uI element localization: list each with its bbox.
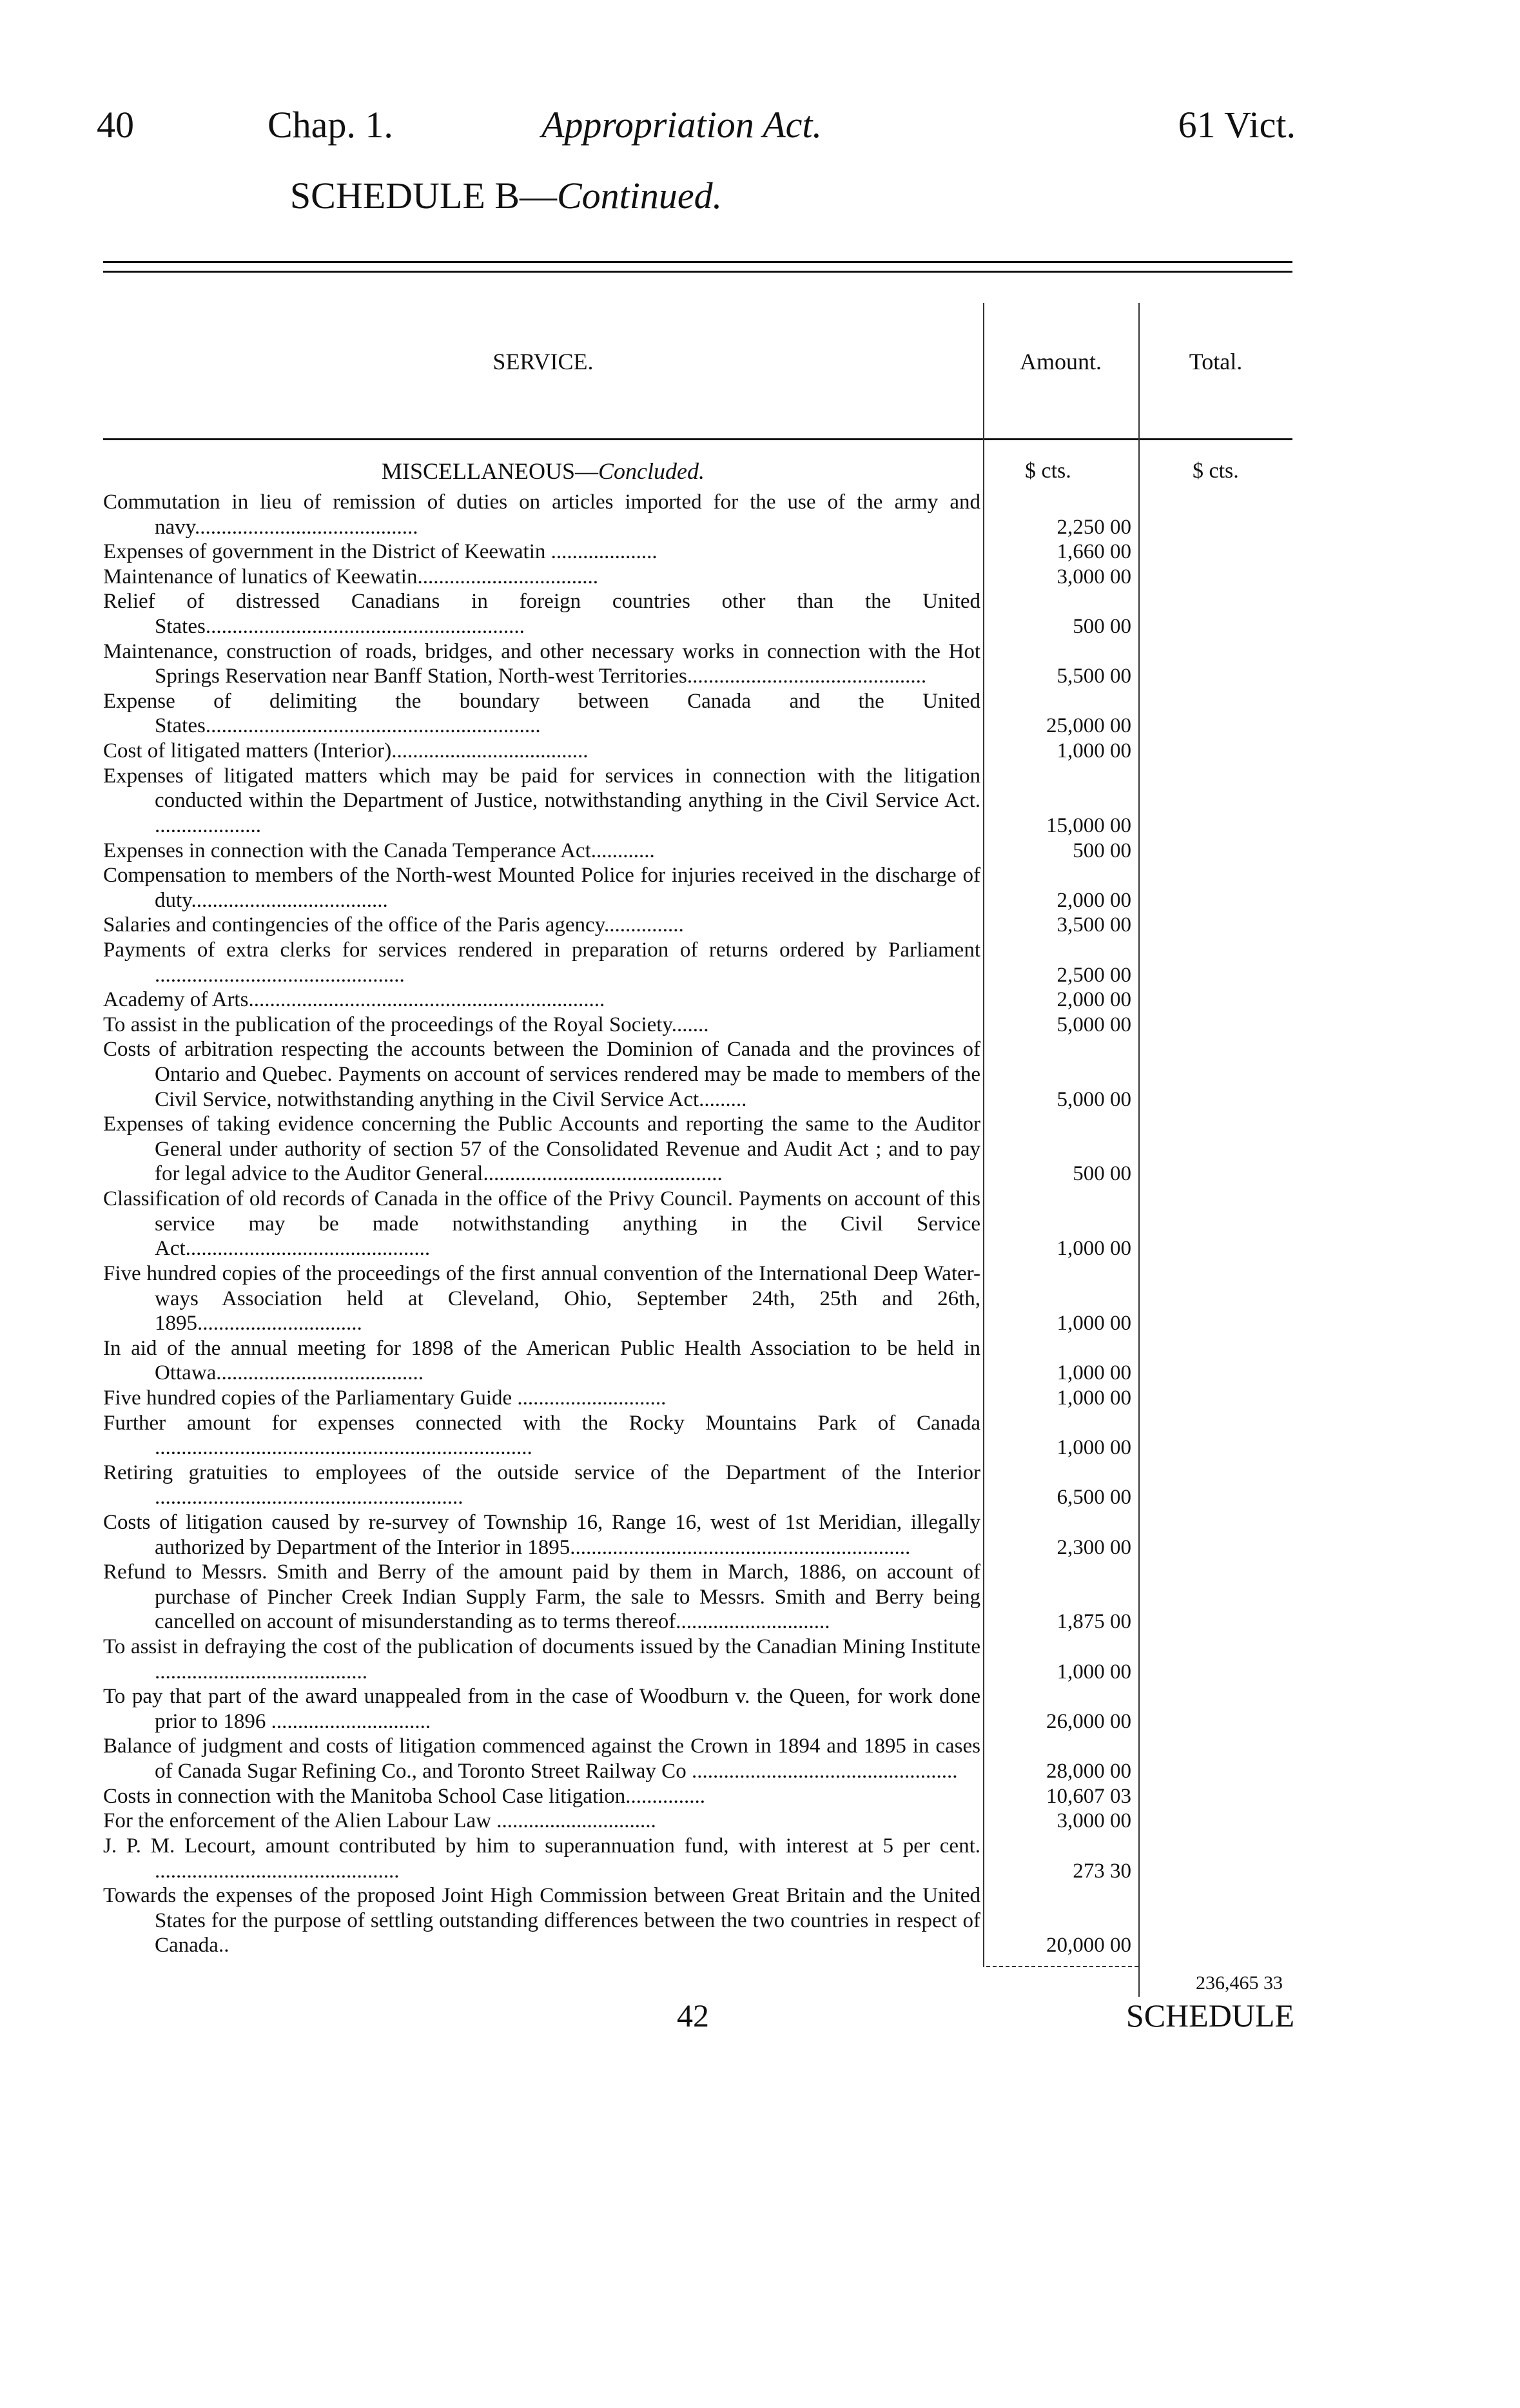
schedule-entry <box>103 1560 1131 1635</box>
schedule-title-main: SCHEDULE B— <box>289 175 557 217</box>
entry-amount: 28,000 00 <box>1046 1760 1131 1783</box>
entry-amount: 5,000 00 <box>1057 1087 1131 1111</box>
entry-amount: 1,875 00 <box>1057 1610 1131 1634</box>
schedule-entry <box>103 863 1131 913</box>
entry-amount: 1,660 00 <box>1057 540 1131 564</box>
entry-description: Balance of judgment and costs of litigation commenced against the Crown in 1894 and 1895 in cases of Canada Sugar Refining Co., and Toronto Street Railway Co .................................................. <box>103 1734 980 1783</box>
schedule-entry <box>103 1635 1131 1684</box>
running-header <box>97 103 1296 155</box>
entry-description: Academy of Arts................................................................... <box>103 988 605 1012</box>
entry-amount: 6,500 00 <box>1057 1486 1131 1510</box>
schedule-entry <box>103 1461 1131 1510</box>
entry-description: Refund to Messrs. Smith and Berry of the amount paid by them in March, 1886, on account of purchase of Pincher Creek Indian Supply Farm, the sale to Messrs. Smith and Berry being cancelled on account of misunderstanding as to terms thereof............................. <box>103 1560 980 1634</box>
entry-description: Commutation in lieu of remission of duties on articles imported for the use of the army and navy.......................................... <box>103 490 980 539</box>
schedule-entry <box>103 839 1131 864</box>
entry-amount: 2,250 00 <box>1057 515 1131 539</box>
entry-amount: 1,000 00 <box>1057 739 1131 763</box>
entry-description: Towards the expenses of the proposed Joint High Commission between Great Britain and the United States for the purpose of settling outstanding differences between the two countries in respect of Canada.. <box>103 1884 980 1957</box>
entry-amount: 2,500 00 <box>1057 963 1131 987</box>
regnal-year: 61 Vict. <box>1178 104 1296 146</box>
sum-rule <box>986 1966 1138 1967</box>
header-rule <box>103 438 1292 440</box>
catchword: SCHEDULE <box>1125 1997 1294 2034</box>
entries-list <box>103 490 1131 1958</box>
entry-amount: 1,000 00 <box>1057 1312 1131 1335</box>
schedule-entry <box>103 1386 1131 1411</box>
entry-description: Retiring gratuities to employees of the outside service of the Department of the Interior .......................................................... <box>103 1461 980 1510</box>
amount-units: $ cts. <box>1025 459 1071 483</box>
schedule-entry <box>103 1510 1131 1560</box>
column-header-amount: Amount. <box>1019 349 1102 374</box>
section-heading-concluded: Concluded. <box>598 458 705 484</box>
entry-description: In aid of the annual meeting for 1898 of the American Public Health Association to be held in Ottawa....................................... <box>103 1336 980 1385</box>
total-units: $ cts. <box>1193 459 1239 483</box>
entry-description: Payments of extra clerks for services rendered in preparation of returns ordered by Parliament ............................................... <box>103 938 980 987</box>
entry-amount: 1,000 00 <box>1057 1386 1131 1410</box>
top-rule-second <box>103 271 1292 273</box>
schedule-entry <box>103 1734 1131 1783</box>
entry-description: To assist in the publication of the proceedings of the Royal Society....... <box>103 1013 709 1036</box>
top-rule <box>103 261 1292 263</box>
entry-description: Maintenance, construction of roads, bridges, and other necessary works in connection with the Hot Springs Reservation near Banff Station, North-west Territories............................................. <box>103 639 980 688</box>
schedule-entry <box>103 764 1131 839</box>
entry-amount: 26,000 00 <box>1046 1709 1131 1733</box>
amount-column-divider <box>983 303 984 1967</box>
entry-description: Further amount for expenses connected with the Rocky Mountains Park of Canada ....................................................................... <box>103 1411 980 1460</box>
entry-description: For the enforcement of the Alien Labour Law .............................. <box>103 1809 656 1833</box>
entry-amount: 2,000 00 <box>1057 988 1131 1012</box>
entry-amount: 1,000 00 <box>1057 1660 1131 1684</box>
grand-total: 236,465 33 <box>1196 1972 1283 1994</box>
entry-amount: 500 00 <box>1073 839 1131 862</box>
chapter-label: Chap. 1. <box>268 104 393 146</box>
schedule-entry <box>103 1013 1131 1038</box>
entry-amount: 20,000 00 <box>1046 1934 1131 1957</box>
act-title: Appropriation Act. <box>541 104 822 146</box>
entry-description: Expenses in connection with the Canada Temperance Act............ <box>103 839 655 862</box>
entry-amount: 25,000 00 <box>1046 714 1131 738</box>
schedule-entry <box>103 739 1131 764</box>
entry-description: Expenses of litigated matters which may be paid for services in connection with the litigation conducted within the Department of Justice, notwithstanding anything in the Civil Service Act. .................... <box>103 764 980 837</box>
page-number: 40 <box>97 104 134 146</box>
schedule-entry <box>103 1834 1131 1883</box>
schedule-entry <box>103 1037 1131 1112</box>
schedule-entry <box>103 565 1131 590</box>
total-column-divider <box>1138 303 1140 1997</box>
schedule-entry <box>103 490 1131 539</box>
entry-description: Costs of arbitration respecting the accounts between the Dominion of Canada and the provinces of Ontario and Quebec. Payments on account of services rendered may be made to members of the Civil Service, notwithstanding anything in the Civil Service Act......... <box>103 1038 980 1111</box>
entry-description: J. P. M. Lecourt, amount contributed by him to superannuation fund, with interest at 5 per cent. .............................................. <box>103 1834 980 1883</box>
schedule-entry <box>103 689 1131 739</box>
column-header-service: SERVICE. <box>492 349 594 374</box>
entry-amount: 3,000 00 <box>1057 565 1131 588</box>
schedule-entry <box>103 987 1131 1013</box>
signature-number: 42 <box>677 1997 709 2034</box>
schedule-entry <box>103 539 1131 565</box>
schedule-title <box>0 174 1012 217</box>
entry-description: Compensation to members of the North-west Mounted Police for injuries received in the discharge of duty..................................... <box>103 864 980 912</box>
schedule-entry <box>103 589 1131 639</box>
entry-amount: 500 00 <box>1073 615 1131 639</box>
entry-description: Five hundred copies of the Parliamentary Guide ............................ <box>103 1386 667 1410</box>
schedule-entry <box>103 1411 1131 1461</box>
entry-amount: 3,500 00 <box>1057 913 1131 937</box>
entry-amount: 1,000 00 <box>1057 1436 1131 1460</box>
entry-description: Salaries and contingencies of the office of the Paris agency............... <box>103 913 684 937</box>
column-header-total: Total. <box>1189 349 1243 374</box>
entry-description: To pay that part of the award unappealed from in the case of Woodburn v. the Queen, for work done prior to 1896 .............................. <box>103 1685 980 1733</box>
entry-amount: 273 30 <box>1073 1859 1131 1883</box>
entry-amount: 10,607 03 <box>1046 1784 1131 1808</box>
schedule-entry <box>103 1187 1131 1261</box>
entry-description: Expenses of government in the District of Keewatin .................... <box>103 540 658 564</box>
entry-description: Cost of litigated matters (Interior)..................................... <box>103 739 589 763</box>
entry-amount: 1,000 00 <box>1057 1361 1131 1385</box>
entry-description: Costs of litigation caused by re-survey of Township 16, Range 16, west of 1st Meridian, illegally authorized by Department of the Interior in 1895................................................................ <box>103 1510 980 1559</box>
entry-amount: 2,000 00 <box>1057 888 1131 912</box>
entry-amount: 3,000 00 <box>1057 1809 1131 1833</box>
entry-description: Costs in connection with the Manitoba School Case litigation............... <box>103 1784 705 1808</box>
schedule-entry <box>103 1112 1131 1187</box>
section-heading <box>103 458 983 485</box>
schedule-entry <box>103 913 1131 938</box>
schedule-entry <box>103 1336 1131 1386</box>
schedule-entry <box>103 1809 1131 1834</box>
entry-amount: 1,000 00 <box>1057 1237 1131 1261</box>
schedule-entry <box>103 938 1131 987</box>
entry-amount: 500 00 <box>1073 1162 1131 1186</box>
entry-amount: 15,000 00 <box>1046 813 1131 837</box>
entry-description: To assist in defraying the cost of the publication of documents issued by the Canadian Mining Institute ........................................ <box>103 1635 980 1684</box>
entry-amount: 2,300 00 <box>1057 1535 1131 1559</box>
entry-amount: 5,000 00 <box>1057 1013 1131 1036</box>
section-heading-main: MISCELLANEOUS— <box>382 458 599 484</box>
entry-description: Five hundred copies of the proceedings of the first annual convention of the International Deep Water-ways Association held at Cleveland, Ohio, September 24th, 25th and 26th, 1895............................... <box>103 1261 980 1335</box>
entry-amount: 5,500 00 <box>1057 665 1131 688</box>
schedule-entry <box>103 1784 1131 1809</box>
schedule-entry <box>103 639 1131 689</box>
entry-description: Relief of distressed Canadians in foreign countries other than the United States............................................................ <box>103 590 980 639</box>
schedule-entry <box>103 1883 1131 1958</box>
entry-description: Expense of delimiting the boundary between Canada and the United States............................................................... <box>103 689 980 738</box>
schedule-title-continued: Continued. <box>556 175 723 217</box>
entry-description: Maintenance of lunatics of Keewatin.................................. <box>103 565 598 588</box>
schedule-entry <box>103 1684 1131 1734</box>
schedule-entry <box>103 1261 1131 1336</box>
entry-description: Classification of old records of Canada in the office of the Privy Council. Payments on account of this service may be made notwithstanding anything in the Civil Service Act.............................................. <box>103 1187 980 1261</box>
entry-description: Expenses of taking evidence concerning the Public Accounts and reporting the same to the Auditor General under authority of section 57 of the Consolidated Revenue and Audit Act ; and to pay for legal advice to the Auditor General............................................. <box>103 1112 980 1186</box>
